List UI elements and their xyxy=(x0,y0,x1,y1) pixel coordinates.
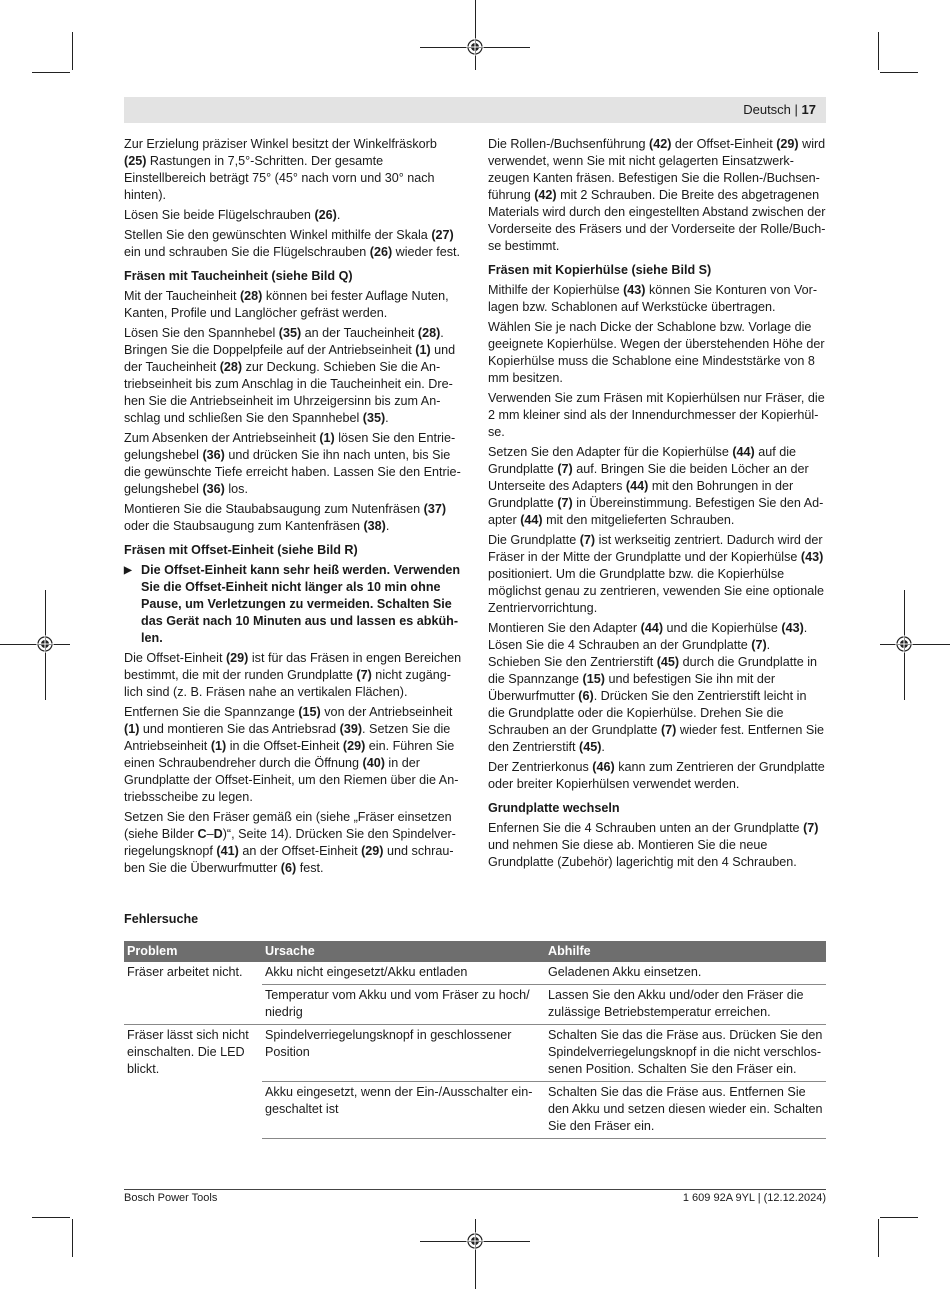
page-header xyxy=(124,97,826,123)
registration-mark-icon xyxy=(466,38,484,56)
paragraph: Stellen Sie den gewünschten Winkel mithilfe der Skala (27) ein und schrauben Sie die Flügelschrauben (26) wieder fest. xyxy=(124,228,461,259)
paragraph: Setzen Sie den Adapter für die Kopierhülse (44) auf die Grundplatte (7) auf. Bringen Sie die beiden Löcher an der Unterseite des Adapters (44) mit den Bohrungen in der Grundplatte (7) in Übereinstimmung. Befestigen Sie den Adapter (44) mit den mitgelieferten Schrauben. xyxy=(488,445,824,527)
remedy-cell: Geladenen Akku einsetzen. xyxy=(545,962,826,985)
problem-cell: Fräser arbeitet nicht. xyxy=(124,962,262,1025)
section-heading: Fräsen mit Offset-Einheit (siehe Bild R) xyxy=(124,543,358,557)
cause-cell: Akku nicht eingesetzt/Akku entladen xyxy=(262,962,545,985)
troubleshooting-title: Fehlersuche xyxy=(124,912,199,926)
crop-mark xyxy=(0,644,70,645)
warning-text: Die Offset-Einheit kann sehr heiß werden. Verwenden Sie die Offset-Einheit nicht länger als 10 min ohne Pause, um Verletzungen zu vermeiden. Schalten Sie das Gerät nach 10 Minuten aus und lassen es abkühlen. xyxy=(141,563,461,645)
paragraph: Der Zentrierkonus (46) kann zum Zentrieren der Grundplatte oder breiter Kopierhülsen verwendet werden. xyxy=(488,760,825,791)
page-number: 17 xyxy=(801,102,816,117)
paragraph: Lösen Sie den Spannhebel (35) an der Taucheinheit (28). Bringen Sie die Doppelpfeile auf der Antriebseinheit (1) und der Taucheinheit (28) zur Deckung. Schieben Sie die Antriebseinheit bis zum Anschlag in die Taucheinheit ein. Drehen Sie die Antriebseinheit im Uhrzeigersinn bis zum Anschlag und schließen Sie den Spannhebel (35). xyxy=(124,326,456,425)
paragraph: Lösen Sie beide Flügelschrauben (26). xyxy=(124,208,341,222)
remedy-cell: Schalten Sie das die Fräse aus. Entfernen Sie den Akku und setzen diesen wieder ein. Schalten Sie den Fräser ein. xyxy=(545,1082,826,1139)
crop-mark xyxy=(475,0,476,70)
section-heading: Grundplatte wechseln xyxy=(488,801,620,815)
paragraph: Wählen Sie je nach Dicke der Schablone bzw. Vorlage die geeignete Kopierhülse. Wegen der überstehenden Höhe der Kopierhülse muss die Schablone eine Mindeststärke von 8 mm besitzen. xyxy=(488,320,825,385)
registration-mark-icon xyxy=(895,635,913,653)
paragraph: Mit der Taucheinheit (28) können bei fester Auflage Nuten, Kanten, Profile und Langlöcher gefräst werden. xyxy=(124,289,449,320)
column-header-cause: Ursache xyxy=(262,941,545,962)
triangle-bullet-icon: ▶ xyxy=(124,565,132,576)
paragraph: Die Offset-Einheit (29) ist für das Fräsen in engen Bereichen bestimmt, die mit der runden Grundplatte (7) nicht zugänglich sind (z. B. Fräsen nahe an vertikalen Flächen). xyxy=(124,651,462,699)
crop-mark xyxy=(878,1219,879,1257)
crop-mark xyxy=(880,644,950,645)
cause-cell: Spindelverriegelungsknopf in geschlossener Position xyxy=(262,1025,545,1082)
remedy-cell: Lassen Sie den Akku und/oder den Fräser die zulässige Betriebstemperatur erreichen. xyxy=(545,985,826,1025)
header-separator: | xyxy=(790,102,802,117)
paragraph: Setzen Sie den Fräser gemäß ein (siehe „Fräser einsetzen (siehe Bilder C–D)“, Seite 14). Drücken Sie den Spindelverriegelungsknopf (41) an der Offset-Einheit (29) und schrauben Sie die Überwurfmutter (6) fest. xyxy=(124,810,456,875)
column-header-remedy: Abhilfe xyxy=(545,941,826,962)
paragraph: Verwenden Sie zum Fräsen mit Kopierhülsen nur Fräser, die 2 mm kleiner sind als der Innendurchmesser der Kopierhülse. xyxy=(488,391,825,439)
table-row xyxy=(124,1025,826,1082)
crop-mark xyxy=(880,1217,918,1218)
table-row xyxy=(124,962,826,985)
section-heading: Fräsen mit Taucheinheit (siehe Bild Q) xyxy=(124,269,353,283)
column-header-problem: Problem xyxy=(124,941,262,962)
warning-note xyxy=(124,562,462,647)
cause-cell: Temperatur vom Akku und vom Fräser zu hoch/ niedrig xyxy=(262,985,545,1025)
troubleshooting-table xyxy=(124,941,826,1139)
right-column xyxy=(488,136,826,874)
table-header-row xyxy=(124,941,826,962)
paragraph: Mithilfe der Kopierhülse (43) können Sie Konturen von Vorlagen bzw. Schablonen auf Werkstücke übertragen. xyxy=(488,283,818,314)
paragraph: Zum Absenken der Antriebseinheit (1) lösen Sie den Entriegelungshebel (36) und drücken Sie ihn nach unten, bis Sie die gewünschte Tiefe erreicht haben. Lassen Sie den Entriegelungshebel (36) los. xyxy=(124,431,461,496)
crop-mark xyxy=(32,72,70,73)
crop-mark xyxy=(878,32,879,70)
problem-cell: Fräser lässt sich nicht einschalten. Die LED blickt. xyxy=(127,1028,249,1076)
registration-mark-icon xyxy=(466,1232,484,1250)
paragraph: Enfernen Sie die 4 Schrauben unten an der Grundplatte (7) und nehmen Sie diese ab. Montieren Sie die neue Grundplatte (Zubehör) lagerichtig mit den 4 Schrauben. xyxy=(488,821,819,869)
paragraph: Zur Erzielung präziser Winkel besitzt der Winkelfräskorb (25) Rastungen in 7,5°-Schritten. Der gesamte Einstellbereich beträgt 75° (45° nach vorn und 30° nach hinten). xyxy=(124,137,437,202)
crop-mark xyxy=(72,32,73,70)
footer-brand: Bosch Power Tools xyxy=(124,1192,218,1204)
footer-doc-number: 1 609 92A 9YL | (12.12.2024) xyxy=(682,1192,826,1204)
paragraph: Die Grundplatte (7) ist werkseitig zentriert. Dadurch wird der Fräser in der Mitte der Grundplatte und der Kopierhülse (43) positioniert. Um die Grundplatte bzw. die Kopierhülse möglichst genau zu zentrieren, vewenden Sie eine optionale Zentriervorrichtung. xyxy=(488,533,825,615)
left-column xyxy=(124,136,462,880)
registration-mark-icon xyxy=(36,635,54,653)
crop-mark xyxy=(32,1217,70,1218)
page-header-text xyxy=(743,102,816,117)
section-heading: Fräsen mit Kopierhülse (siehe Bild S) xyxy=(488,263,712,277)
paragraph: Entfernen Sie die Spannzange (15) von der Antriebseinheit (1) und montieren Sie das Antriebsrad (39). Setzen Sie die Antriebseinheit (1) in die Offset-Einheit (29) ein. Führen Sie einen Schraubendreher durch die Öffnung (40) in der Grundplatte der Offset-Einheit, um den Riemen über die Antriebsscheibe zu legen. xyxy=(124,705,459,804)
remedy-cell: Schalten Sie das die Fräse aus. Drücken Sie den Spindelverriegelungsknopf in die nicht verschlossenen Position. Schalten Sie den Fräser ein. xyxy=(545,1025,826,1082)
paragraph: Montieren Sie die Staubabsaugung zum Nutenfräsen (37) oder die Staubsaugung zum Kantenfräsen (38). xyxy=(124,502,447,533)
paragraph: Montieren Sie den Adapter (44) und die Kopierhülse (43). Lösen Sie die 4 Schrauben an der Grundplatte (7). Schieben Sie den Zentrierstift (45) durch die Grundplatte in die Spannzange (15) und befestigen Sie ihn mit der Überwurfmutter (6). Drücken Sie den Zentrierstift leicht in die Grundplatte oder die Kopierhülse. Drehen Sie die Schrauben an der Grundplatte (7) wieder fest. Entfernen Sie den Zentrierstift (45). xyxy=(488,621,825,754)
footer-rule xyxy=(124,1189,826,1190)
crop-mark xyxy=(72,1219,73,1257)
cause-cell: Akku eingesetzt, wenn der Ein-/Ausschalter eingeschaltet ist xyxy=(262,1082,545,1139)
crop-mark xyxy=(475,1219,476,1289)
header-language: Deutsch xyxy=(743,102,791,117)
crop-mark xyxy=(880,72,918,73)
paragraph: Die Rollen-/Buchsenführung (42) der Offset-Einheit (29) wird verwendet, wenn Sie mit nicht gelagerten Einsatzwerkzeugen Kanten fräsen. Befestigen Sie die Rollen-/Buchsenführung (42) mit 2 Schrauben. Die Breite des abgetragenen Materials wird durch den eingestellten Abstand zwischen der Vorderseite des Fräsers und der Vorderseite der Rolle/Buchse bestimmt. xyxy=(488,137,826,253)
